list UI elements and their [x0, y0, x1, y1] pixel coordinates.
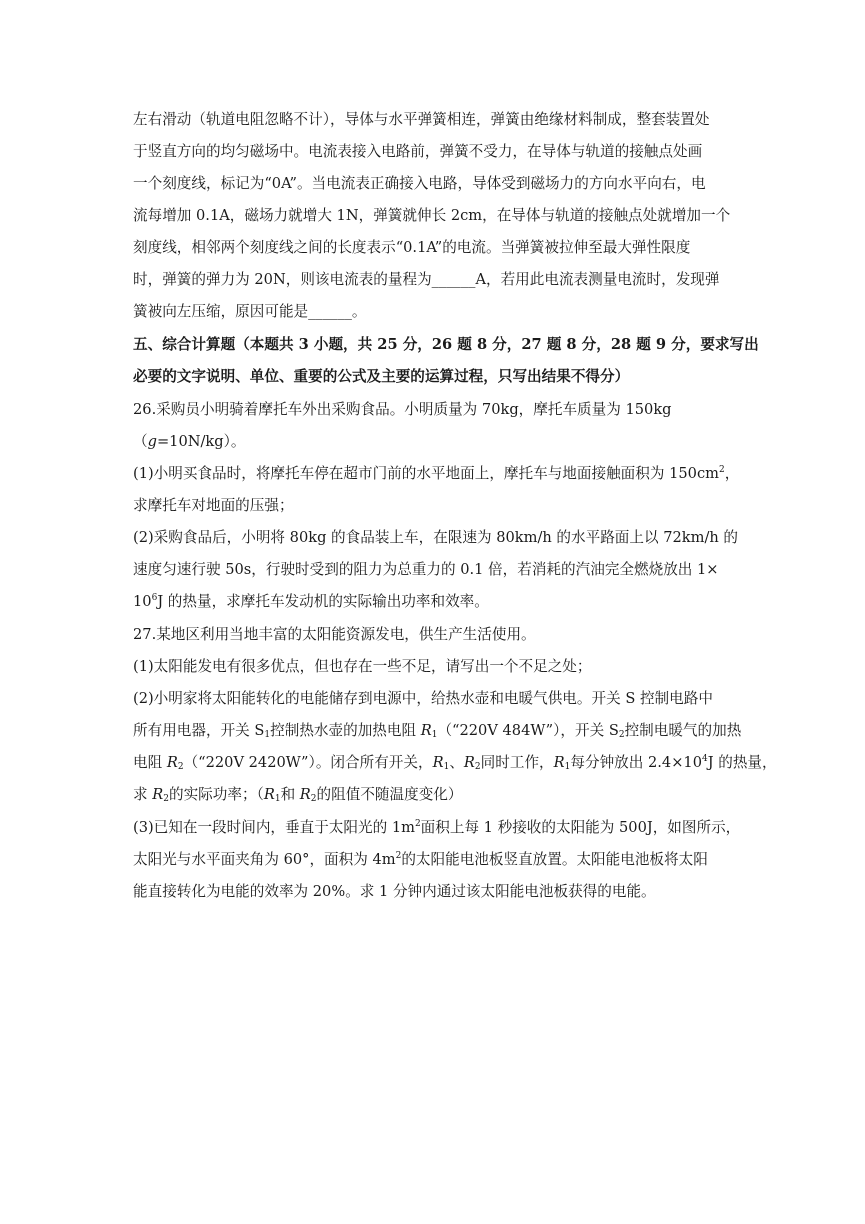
section-heading-cont: 必要的文字说明、单位、重要的公式及主要的运算过程，只写出结果不得分）	[133, 368, 630, 385]
paragraph-line: 时，弹簧的弹力为 20N，则该电流表的量程为______A，若用此电流表测量电流时，发现弹	[133, 271, 720, 288]
question-27-part3-cont: 太阳光与水平面夹角为 60°，面积为 $4m^2$的太阳能电池板竖直放置。太阳能电池板将太阳	[133, 851, 708, 868]
question-26-part1: (1)小明买食品时，将摩托车停在超市门前的水平地面上，摩托车与地面接触面积为 $150cm^2$，	[133, 465, 740, 482]
question-26-part2-cont: $10^6J$ 的热量，求摩托车发动机的实际输出功率和效率。	[133, 593, 489, 610]
question-27-part2-cont: 求 $R_2$的实际功率；（$R_1$和 $R_2$的阻值不随温度变化）	[133, 786, 463, 804]
paragraph-line: 左右滑动（轨道电阻忽略不计），导体与水平弹簧相连，弹簧由绝缘材料制成，整套装置处	[133, 111, 710, 128]
question-27-part1: (1)太阳能发电有很多优点，但也存在一些不足，请写出一个不足之处；	[133, 658, 592, 675]
question-27-line: 27.某地区利用当地丰富的太阳能资源发电，供生产生活使用。	[133, 626, 536, 643]
question-27-part3-cont: 能直接转化为电能的效率为 20%。求 1 分钟内通过该太阳能电池板获得的电能。	[133, 883, 656, 900]
question-27-part2-cont: 电阻 $R_2(“220V$ 2420W”）。闭合所有开关，$R_1$、$R_2$同时工作，$R_1$每分钟放出 $2.4\times 10^4J$ 的热量，	[133, 754, 777, 772]
question-26-part1-cont: 求摩托车对地面的压强；	[133, 497, 294, 514]
paragraph-line: 一个刻度线，标记为“0A”。当电流表正确接入电路，导体受到磁场力的方向水平向右，电	[133, 175, 706, 192]
paragraph-line: 刻度线，相邻两个刻度线之间的长度表示“0.1A”的电流。当弹簧被拉伸至最大弹性限度	[133, 239, 691, 256]
question-26-line: （g=10N/kg）。	[133, 433, 246, 450]
question-26-part2: (2)采购食品后，小明将 80kg 的食品装上车，在限速为 80km/h 的水平路面上以 72km/h 的	[133, 529, 739, 546]
question-27-part2-cont: 所有用电器，开关 $S_1$控制热水壶的加热电阻 $R_1(“220V$ 484W”），开关 $S_2$控制电暖气的加热	[133, 722, 742, 740]
question-27-part3: (3)已知在一段时间内，垂直于太阳光的 $1m^2$面积上每 1 秒接收的太阳能为 500J，如图所示，	[133, 819, 741, 836]
question-26-line: 26.采购员小明骑着摩托车外出采购食品。小明质量为 70kg，摩托车质量为 150kg	[133, 401, 672, 418]
question-26-part2-cont: 速度匀速行驶 50s，行驶时受到的阻力为总重力的 0.1 倍，若消耗的汽油完全燃烧放出 1×	[133, 561, 719, 578]
paragraph-line: 于竖直方向的均匀磁场中。电流表接入电路前，弹簧不受力，在导体与轨道的接触点处画	[133, 143, 703, 160]
paragraph-line: 流每增加 0.1A，磁场力就增大 1N，弹簧就伸长 2cm，在导体与轨道的接触点处就增加一个	[133, 207, 731, 224]
question-27-part2: (2)小明家将太阳能转化的电能储存到电源中，给热水壶和电暖气供电。开关 S 控制电路中	[133, 690, 713, 707]
section-heading: 五、综合计算题（本题共 3 小题，共 25 分，26 题 8 分，27 题 8 分，28 题 9 分，要求写出	[133, 336, 759, 353]
paragraph-line: 簧被向左压缩，原因可能是______。	[133, 303, 367, 320]
